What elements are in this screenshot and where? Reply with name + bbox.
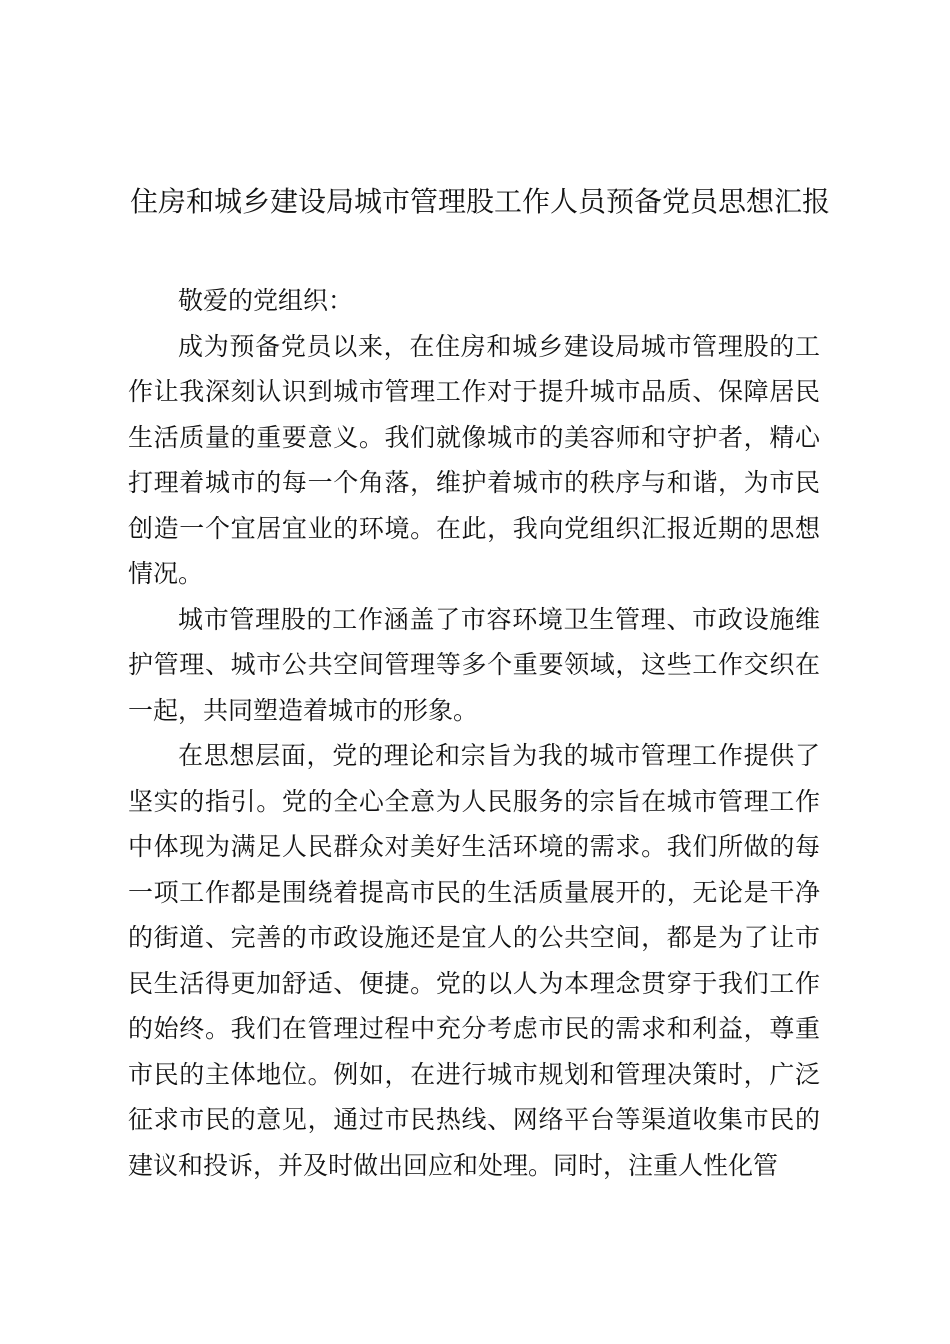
document-title: 住房和城乡建设局城市管理股工作人员预备党员思想汇报 <box>129 185 830 218</box>
salutation: 敬爱的党组织： <box>178 286 354 315</box>
document-body <box>128 278 820 1188</box>
paragraph-1: 成为预备党员以来，在住房和城乡建设局城市管理股的工作让我深刻认识到城市管理工作对于提升城市品质、保障居民生活质量的重要意义。我们就像城市的美容师和守护者，精心打理着城市的每一个角落，维护着城市的秩序与和谐，为市民创造一个宜居宜业的环境。在此，我向党组织汇报近期的思想情况。 <box>128 331 820 588</box>
paragraph-2: 城市管理股的工作涵盖了市容环境卫生管理、市政设施维护管理、城市公共空间管理等多个重要领域，这些工作交织在一起，共同塑造着城市的形象。 <box>128 604 820 725</box>
paragraph-3: 在思想层面，党的理论和宗旨为我的城市管理工作提供了坚实的指引。党的全心全意为人民服务的宗旨在城市管理工作中体现为满足人民群众对美好生活环境的需求。我们所做的每一项工作都是围绕着提高市民的生活质量展开的，无论是干净的街道、完善的市政设施还是宜人的公共空间，都是为了让市民生活得更加舒适、便捷。党的以人为本理念贯穿于我们工作的始终。我们在管理过程中充分考虑市民的需求和利益，尊重市民的主体地位。例如，在进行城市规划和管理决策时，广泛征求市民的意见，通过市民热线、网络平台等渠道收集市民的建议和投诉，并及时做出回应和处理。同时，注重人性化管 <box>128 741 820 1180</box>
